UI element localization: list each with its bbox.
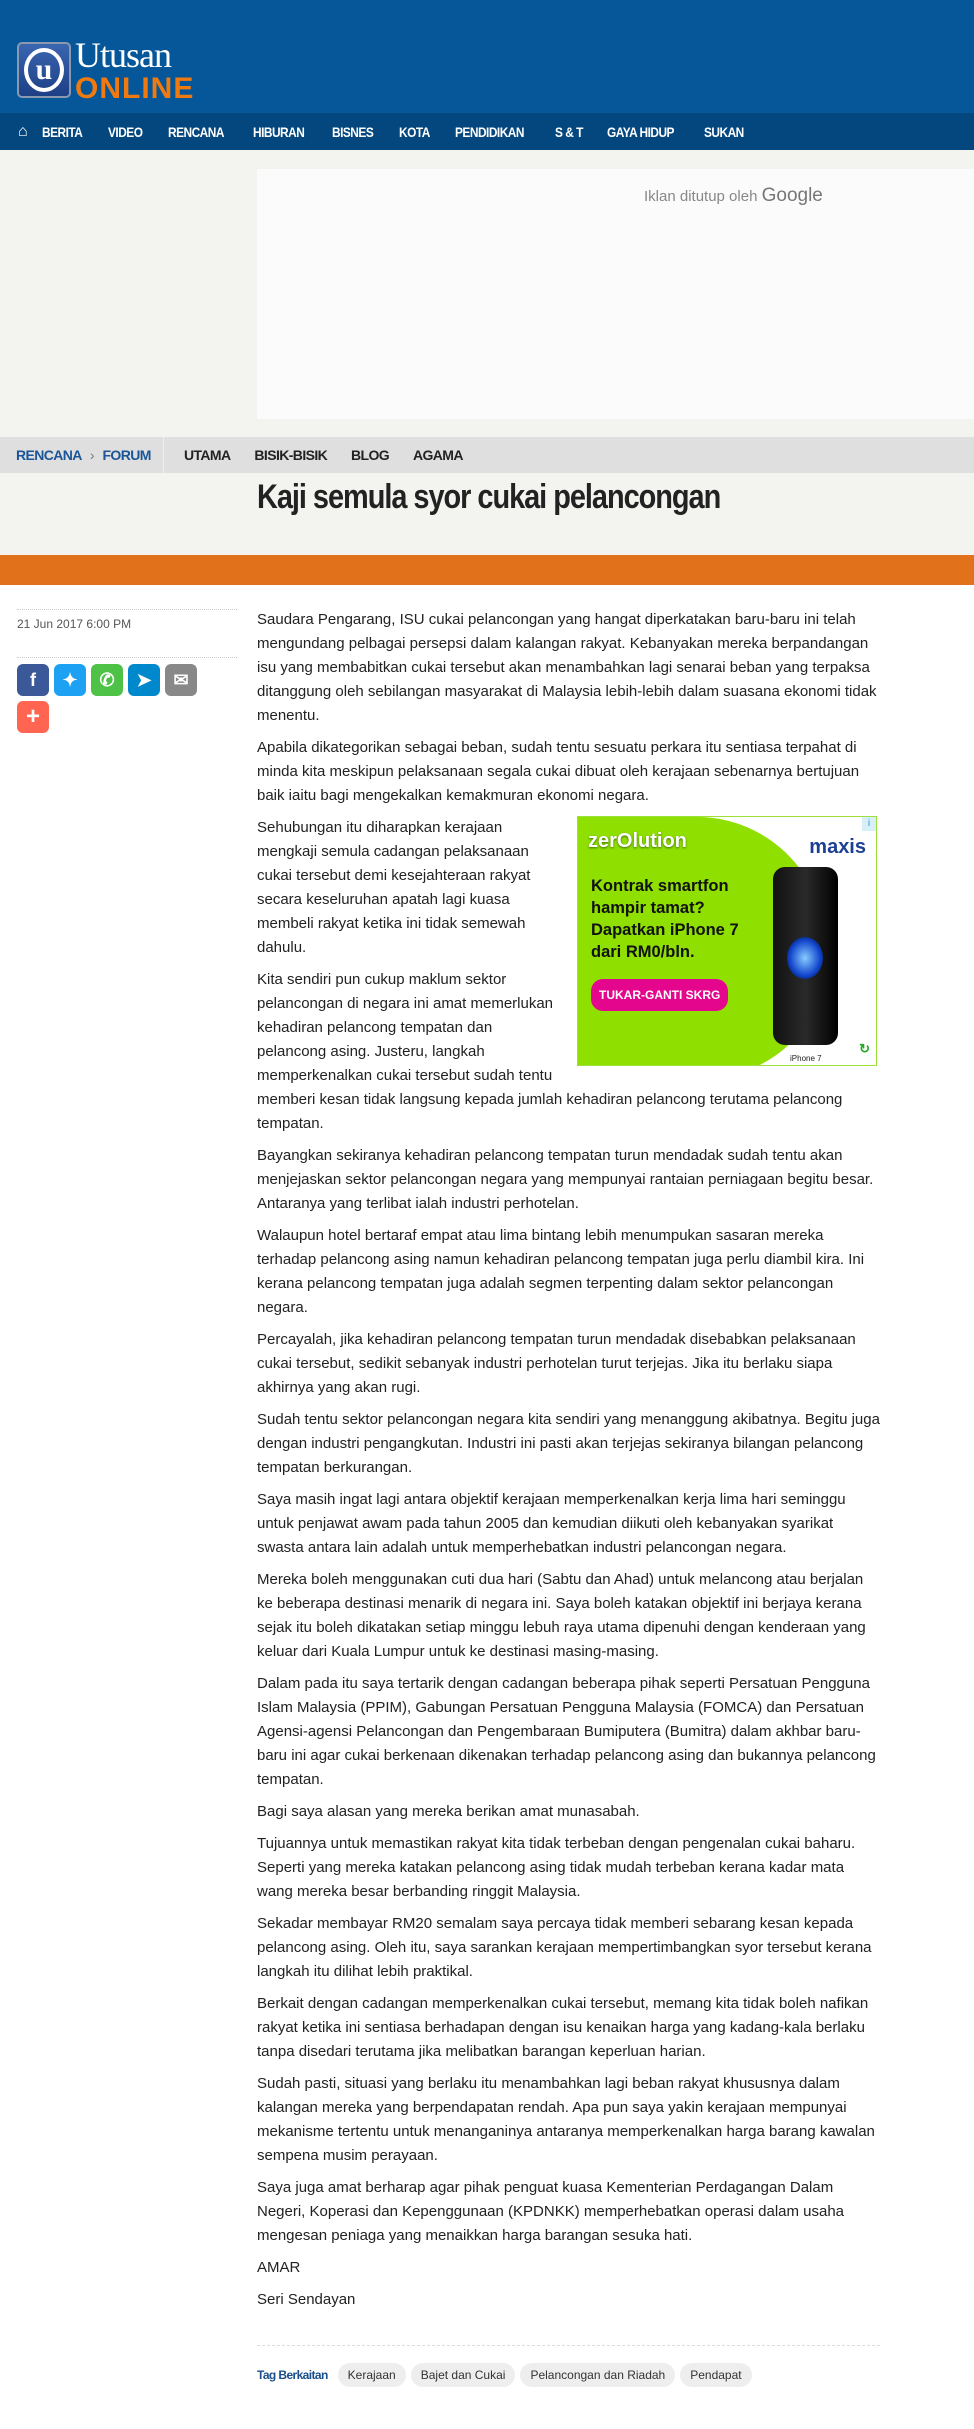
ad-info-icon[interactable]: i: [862, 817, 876, 831]
paragraph: Saudara Pengarang, ISU cukai pelancongan yang hangat diperkatakan baru-baru ini telah mengundang pelbagai persepsi dalam kalangan rakyat. Kebanyakan mereka berpandangan isu yang membabitkan cukai tersebut akan menambahkan lagi senarai beban yang terpaksa ditanggung oleh sebilangan masyarakat di Malaysia lebih-lebih dalam suasana ekonomi tidak menentu.: [257, 611, 877, 724]
subnav-blog[interactable]: BLOG: [351, 447, 390, 463]
breadcrumb-rencana[interactable]: RENCANA: [16, 447, 82, 463]
ad-headline: Kontrak smartfon hampir tamat? Dapatkan iPhone 7 dari RM0/bln.: [591, 877, 739, 961]
tag-kerajaan[interactable]: Kerajaan: [338, 2363, 406, 2387]
facebook-icon[interactable]: f: [17, 664, 49, 696]
phone-image: [773, 867, 838, 1045]
paragraph: Mereka boleh menggunakan cuti dua hari (Sabtu dan Ahad) untuk melancong atau berjalan ke beberapa destinasi menarik di negara ini. Saya boleh katakan objektif ini berjaya kerana sejak itu boleh dikatakan setiap minggu lebuh raya utama dipenuhi dengan kenderaan yang keluar dari Kuala Lumpur untuk ke destinasi masing-masing.: [257, 1571, 866, 1660]
nav-gaya-hidup[interactable]: GAYA HIDUP: [606, 123, 674, 140]
related-tags: [257, 2345, 880, 2387]
nav-pendidikan[interactable]: PENDIDIKAN: [454, 123, 524, 140]
paragraph: Saya juga amat berharap agar pihak penguat kuasa Kementerian Perdagangan Dalam Negeri, Koperasi dan Kepenggunaan (KPDNKK) memperhebatkan operasi dalam usaha mengesan peniaga yang menaikkan harga barangan sesuka hati.: [257, 2179, 845, 2244]
nav-kota[interactable]: KOTA: [399, 123, 431, 140]
email-icon[interactable]: ✉: [165, 664, 197, 696]
nav-s-t[interactable]: S & T: [554, 123, 583, 140]
nav-rencana[interactable]: RENCANA: [167, 123, 224, 140]
paragraph: Berkait dengan cadangan memperkenalkan cukai tersebut, memang kita tidak boleh nafikan rakyat ketika ini sentiasa berhadapan dengan isu kenaikan harga yang kadang-kala berlaku tanpa disedari terutama jika melibatkan barangan keperluan harian.: [257, 1995, 869, 2060]
refresh-icon[interactable]: ↻: [859, 1041, 870, 1056]
site-logo[interactable]: [17, 35, 195, 105]
ad-closed-notice: Iklan ditutup oleh Google: [644, 185, 823, 206]
page-title: Kaji semula syor cukai pelancongan: [257, 478, 721, 516]
twitter-icon[interactable]: ✦: [54, 664, 86, 696]
paragraph: Sudah tentu sektor pelancongan negara kita sendiri yang menanggung akibatnya. Begitu juga dengan industri pengangkutan. Industri ini pasti akan terjejas sekiranya bilangan pelancong tempatan berkurangan.: [257, 1411, 880, 1476]
breadcrumb-forum[interactable]: FORUM: [102, 447, 151, 463]
more-share-icon[interactable]: +: [17, 701, 49, 733]
tag-pendapat[interactable]: Pendapat: [680, 2363, 751, 2387]
nav-berita[interactable]: BERITA: [41, 123, 83, 140]
ad-model: iPhone 7: [790, 1054, 822, 1063]
accent-band: [0, 555, 974, 585]
telegram-icon[interactable]: ➤: [128, 664, 160, 696]
article-body: [257, 608, 880, 2320]
paragraph: Bayangkan sekiranya kehadiran pelancong tempatan turun mendadak sudah tentu akan menjejaskan sektor pelancongan negara yang mempunyai rantaian perniagaan begitu besar. Antaranya yang terlibat ialah industri perhotelan.: [257, 1147, 874, 1212]
tag-pelancongan-dan-riadah[interactable]: Pelancongan dan Riadah: [520, 2363, 675, 2387]
share-buttons: [17, 658, 207, 733]
logo-text-bottom: ONLINE: [75, 72, 195, 105]
paragraph: Dalam pada itu saya tertarik dengan cadangan beberapa pihak seperti Persatuan Pengguna Islam Malaysia (PPIM), Gabungan Persatuan Pengguna Malaysia (FOMCA) dan Persatuan Agensi-agensi Pelancongan dan Pengembaraan Bumiputera (Bumitra) dalam akhbar baru-baru ini agar cukai berkenaan dikenakan terhadap pelancong asing dan bukannya pelancong tempatan.: [257, 1675, 876, 1788]
breadcrumb: [0, 437, 974, 473]
tag-bajet-dan-cukai[interactable]: Bajet dan Cukai: [411, 2363, 516, 2387]
author-location: Seri Sendayan: [257, 2291, 356, 2308]
ad-brand: zerOlution: [588, 830, 687, 852]
inline-ad[interactable]: [577, 816, 877, 1066]
paragraph: Tujuannya untuk memastikan rakyat kita tidak terbeban dengan pengenalan cukai baharu. Seperti yang mereka katakan pelancong asing tidak mudah terbeban kerana kadar mata wang mereka besar berbanding ringgit Malaysia.: [257, 1835, 856, 1900]
logo-badge-icon: u: [17, 42, 71, 98]
paragraph: Walaupun hotel bertaraf empat atau lima bintang lebih menumpukan sasaran mereka terhadap pelancong asing namun kehadiran pelancong tempatan juga perlu diambil kira. Ini kerana pelancong tempatan juga adalah segmen terpenting dalam sektor pelancongan negara.: [257, 1227, 865, 1316]
nav-hiburan[interactable]: HIBURAN: [252, 123, 304, 140]
ad-cta-button[interactable]: TUKAR-GANTI SKRG: [591, 979, 728, 1011]
paragraph: Sudah pasti, situasi yang berlaku itu menambahkan lagi beban rakyat khususnya dalam kalangan mereka yang berpendapatan rendah. Apa pun saya yakin kerajaan mempunyai mekanisme tertentu untuk menanganinya antaranya memperkenalkan harga barang kawalan sempena musim perayaan.: [257, 2075, 875, 2164]
paragraph: Kita sendiri pun cukup maklum sektor pelancongan di negara ini amat memerlukan kehadiran pelancong tempatan dan pelancong asing. Justeru, langkah memperkenalkan cukai tersebut sudah tentu memberi kesan tidak langsung kepada jumlah kehadiran pelancong terutama pelancong tempatan.: [257, 971, 843, 1132]
whatsapp-icon[interactable]: ✆: [91, 664, 123, 696]
top-ad-slot: [257, 169, 974, 419]
nav-sukan[interactable]: SUKAN: [704, 123, 745, 140]
paragraph: Sehubungan itu diharapkan kerajaan mengkaji semula cadangan pelaksanaan cukai tersebut demi kesejahteraan rakyat secara keseluruhan apatah lagi kuasa membeli rakyat ketika ini tidak semewah dahulu.: [257, 819, 531, 956]
publish-date: 21 Jun 2017 6:00 PM: [17, 617, 132, 631]
tags-label: Tag Berkaitan: [257, 2368, 328, 2382]
logo-text-top: Utusan: [75, 35, 171, 75]
chevron-right-icon: ›: [89, 447, 95, 463]
ad-advertiser: maxis: [809, 836, 866, 858]
home-icon[interactable]: ⌂: [18, 122, 28, 140]
paragraph: Percayalah, jika kehadiran pelancong tempatan turun mendadak disebabkan pelaksanaan cukai tersebut, sedikit sebanyak industri perhotelan turut terjejas. Jika itu berlaku siapa akhirnya yang akan rugi.: [257, 1331, 856, 1396]
main-nav: [0, 113, 974, 150]
paragraph: Sekadar membayar RM20 semalam saya percaya tidak memberi sebarang kesan kepada pelancong asing. Oleh itu, saya sarankan kerajaan mempertimbangkan syor tersebut kerana langkah itu dilihat lebih praktikal.: [257, 1915, 872, 1980]
article-sidebar: [17, 609, 237, 733]
paragraph: Apabila dikategorikan sebagai beban, sudah tentu sesuatu perkara itu sentiasa terpahat di minda kita meskipun pelaksanaan segala cukai dibuat oleh kerajaan sebenarnya bertujuan baik iaitu bagi mengekalkan kemakmuran ekonomi negara.: [257, 739, 860, 804]
subnav-agama[interactable]: AGAMA: [412, 447, 463, 463]
subnav-bisik-bisik[interactable]: BISIK-BISIK: [254, 447, 328, 463]
site-header: [0, 0, 974, 113]
paragraph: Saya masih ingat lagi antara objektif kerajaan memperkenalkan kerja lima hari seminggu untuk penjawat awam pada tahun 2005 dan kemudian diikuti oleh kebanyakan syarikat swasta antara lain adalah untuk memperhebatkan industri pelancongan negara.: [257, 1491, 846, 1556]
nav-video[interactable]: VIDEO: [108, 123, 143, 140]
author-name: AMAR: [257, 2259, 301, 2276]
nav-bisnes[interactable]: BISNES: [331, 123, 374, 140]
paragraph: Bagi saya alasan yang mereka berikan amat munasabah.: [257, 1803, 640, 1820]
subnav-utama[interactable]: UTAMA: [184, 447, 231, 463]
